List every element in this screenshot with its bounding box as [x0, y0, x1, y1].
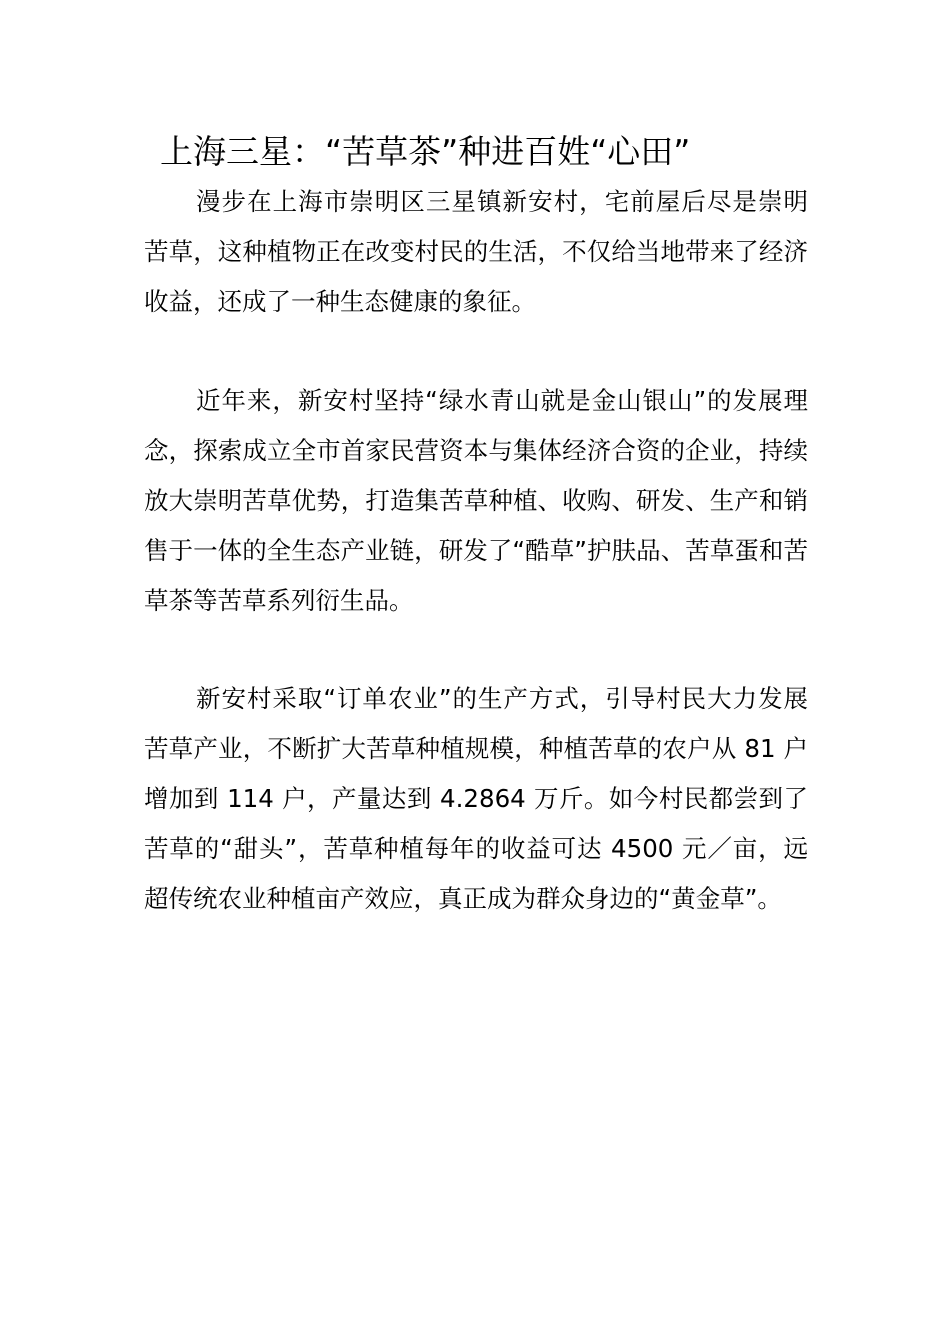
paragraph-1: 漫步在上海市崇明区三星镇新安村，宅前屋后尽是崇明苦草，这种植物正在改变村民的生活，不仅给当地带来了经济收益，还成了一种生态健康的象征。 — [144, 187, 808, 316]
paragraph-3: 新安村采取“订单农业”的生产方式，引导村民大力发展苦草产业，不断扩大苦草种植规模，种植苦草的农户从 81 户增加到 114 户，产量达到 4.2864 万斤。如今村民都尝到了苦草的“甜头”，苦草种植每年的收益可达 4500 元／亩，远超传统农业种植亩产效应，真正成为群众身边的“黄金草”。 — [144, 684, 808, 913]
paragraph-2: 近年来，新安村坚持“绿水青山就是金山银山”的发展理念，探索成立全市首家民营资本与集体经济合资的企业，持续放大崇明苦草优势，打造集苦草种植、收购、研发、生产和销售于一体的全生态产业链，研发了“酷草”护肤品、苦草蛋和苦草茶等苦草系列衍生品。 — [144, 386, 808, 615]
document-title: 上海三星：“苦草茶”种进百姓“心田” — [160, 132, 691, 171]
